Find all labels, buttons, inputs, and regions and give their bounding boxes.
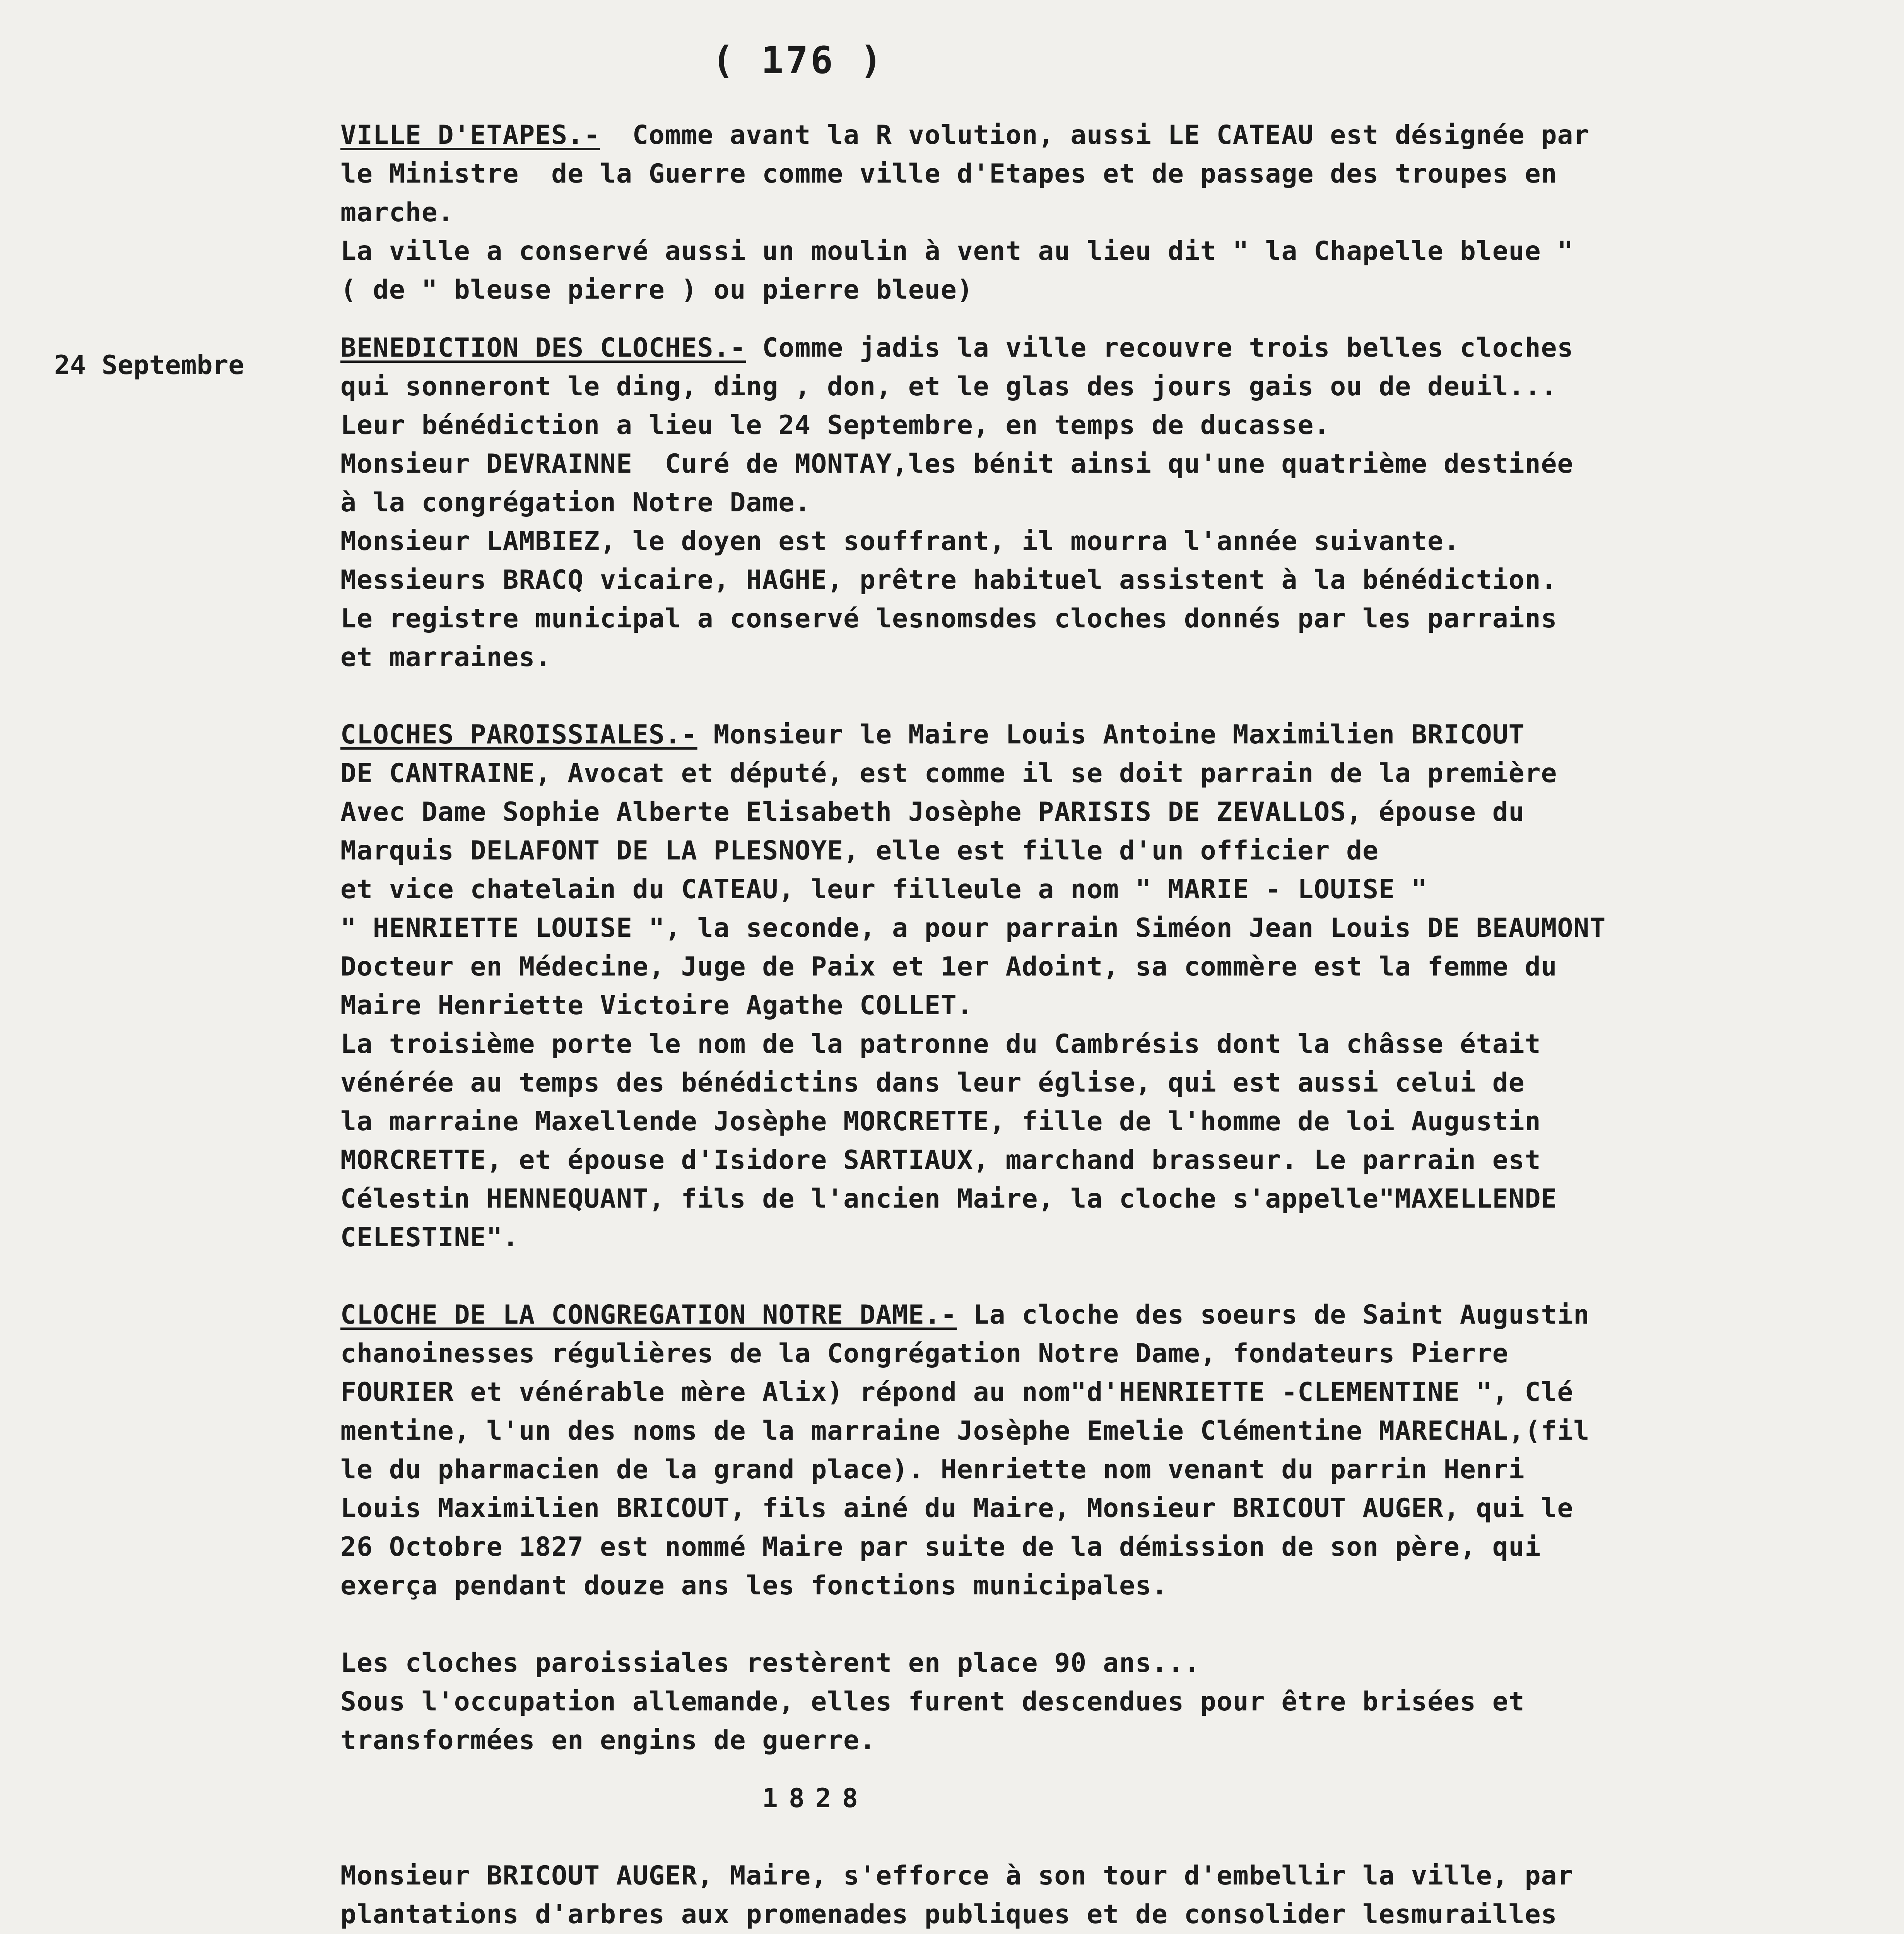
text-line: Célestin HENNEQUANT, fils de l'ancien Maire, la cloche s'appelle"MAXELLENDE: [340, 1184, 1557, 1214]
text-line: marche.: [340, 197, 454, 228]
text-line: Sous l'occupation allemande, elles furent descendues pour être brisées et: [340, 1686, 1525, 1717]
text-line: Marquis DELAFONT DE LA PLESNOYE, elle est fille d'un officier de: [340, 835, 1379, 866]
text-line: Maire Henriette Victoire Agathe COLLET.: [340, 990, 973, 1021]
document-body: [340, 116, 1872, 1934]
section-heading: CLOCHES PAROISSIALES.-: [340, 719, 697, 750]
text-line: DE CANTRAINE, Avocat et député, est comme il se doit parrain de la première: [340, 758, 1557, 789]
text-line: La troisième porte le nom de la patronne du Cambrésis dont la châsse était: [340, 1029, 1541, 1059]
text-line: chanoinesses régulières de la Congrégation Notre Dame, fondateurs Pierre: [340, 1338, 1509, 1369]
text-line: et marraines.: [340, 642, 552, 673]
text-line: Monsieur DEVRAINNE Curé de MONTAY,les bénit ainsi qu'une quatrième destinée: [340, 449, 1574, 479]
text-line: CELESTINE".: [340, 1222, 519, 1253]
text-line: MORCRETTE, et épouse d'Isidore SARTIAUX, marchand brasseur. Le parrain est: [340, 1145, 1541, 1175]
text-line: FOURIER et vénérable mère Alix) répond au nom"d'HENRIETTE -CLEMENTINE ", Clé: [340, 1377, 1574, 1408]
text-line: exerça pendant douze ans les fonctions municipales.: [340, 1570, 1168, 1601]
text-line: Louis Maximilien BRICOUT, fils ainé du Maire, Monsieur BRICOUT AUGER, qui le: [340, 1493, 1574, 1524]
text-line: Docteur en Médecine, Juge de Paix et 1er Adoint, sa commère est la femme du: [340, 952, 1557, 982]
text-line: Le registre municipal a conservé lesnomsdes cloches donnés par les parrains: [340, 603, 1557, 634]
text-line: qui sonneront le ding, ding , don, et le glas des jours gais ou de deuil...: [340, 371, 1557, 402]
text-line: ( de " bleuse pierre ) ou pierre bleue): [340, 275, 973, 305]
text-line: vénérée au temps des bénédictins dans leur église, qui est aussi celui de: [340, 1068, 1525, 1098]
text-line: et vice chatelain du CATEAU, leur filleule a nom " MARIE - LOUISE ": [340, 874, 1427, 905]
text-line: Leur bénédiction a lieu le 24 Septembre, en temps de ducasse.: [340, 410, 1330, 441]
text-line: CLOCHES PAROISSIALES.- Monsieur le Maire Louis Antoine Maximilien BRICOUT: [340, 719, 1525, 750]
text-line: 26 Octobre 1827 est nommé Maire par suite de la démission de son père, qui: [340, 1532, 1541, 1562]
text-line: plantations d'arbres aux promenades publiques et de consolider lesmurailles: [340, 1899, 1557, 1930]
text-line: transformées en engins de guerre.: [340, 1725, 876, 1756]
text-line: à la congrégation Notre Dame.: [340, 487, 811, 518]
text-line: " HENRIETTE LOUISE ", la seconde, a pour parrain Siméon Jean Louis DE BEAUMONT: [340, 913, 1606, 943]
page-number: ( 176 ): [712, 39, 885, 82]
text-line: Monsieur BRICOUT AUGER, Maire, s'efforce à son tour d'embellir la ville, par: [340, 1861, 1574, 1891]
section-heading: VILLE D'ETAPES.-: [340, 120, 600, 150]
text-line: mentine, l'un des noms de la marraine Josèphe Emelie Clémentine MARECHAL,(fil: [340, 1416, 1590, 1446]
text-line: CLOCHE DE LA CONGREGATION NOTRE DAME.- La cloche des soeurs de Saint Augustin: [340, 1300, 1590, 1330]
text-line: le Ministre de la Guerre comme ville d'Etapes et de passage des troupes en: [340, 159, 1557, 189]
text-line: Les cloches paroissiales restèrent en place 90 ans...: [340, 1648, 1200, 1678]
text-line: Messieurs BRACQ vicaire, HAGHE, prêtre habituel assistent à la bénédiction.: [340, 565, 1557, 595]
text-line: Monsieur LAMBIEZ, le doyen est souffrant, il mourra l'année suivante.: [340, 526, 1460, 557]
text-line: le du pharmacien de la grand place). Henriette nom venant du parrin Henri: [340, 1454, 1525, 1485]
year-heading: 1828: [762, 1783, 869, 1814]
text-line: la marraine Maxellende Josèphe MORCRETTE, fille de l'homme de loi Augustin: [340, 1106, 1541, 1137]
text-line: VILLE D'ETAPES.- Comme avant la R volution, aussi LE CATEAU est désignée par: [340, 120, 1590, 150]
text-line: La ville a conservé aussi un moulin à vent au lieu dit " la Chapelle bleue ": [340, 236, 1574, 267]
section-heading: BENEDICTION DES CLOCHES.-: [340, 333, 746, 363]
text-line: BENEDICTION DES CLOCHES.- Comme jadis la ville recouvre trois belles cloches: [340, 333, 1574, 363]
section-heading: CLOCHE DE LA CONGREGATION NOTRE DAME.-: [340, 1300, 957, 1330]
text-line: Avec Dame Sophie Alberte Elisabeth Josèphe PARISIS DE ZEVALLOS, épouse du: [340, 797, 1525, 827]
margin-date: 24 Septembre: [54, 350, 244, 381]
